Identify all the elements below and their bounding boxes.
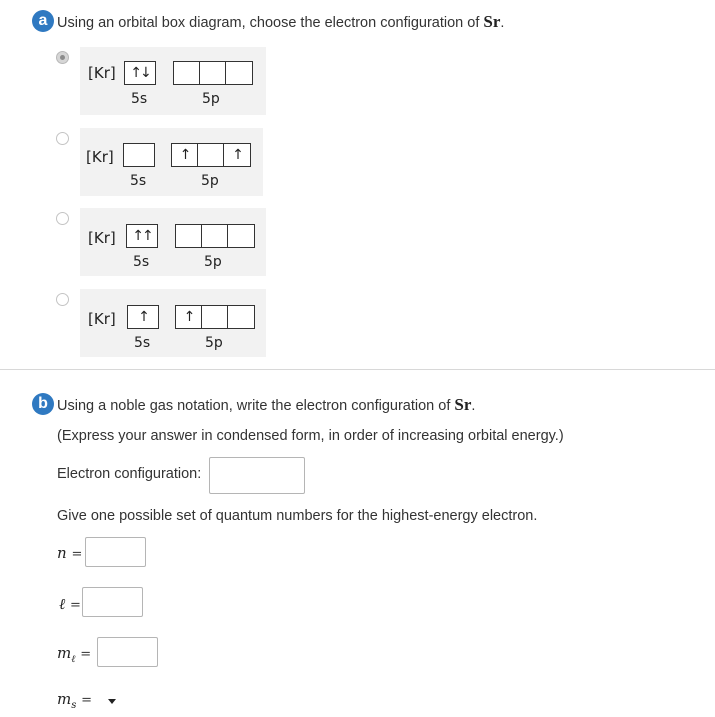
option-3-5p-box xyxy=(175,224,255,248)
ms-label xyxy=(57,690,92,711)
electron-configuration-input[interactable] xyxy=(209,457,305,494)
option-4-5s-box xyxy=(127,305,159,329)
ms-subscript: s xyxy=(71,700,77,711)
option-3-5s-box xyxy=(126,224,158,248)
part-a-element: Sr xyxy=(483,12,501,31)
orbital-cell: ↑ xyxy=(138,309,148,325)
orbital-cell xyxy=(174,62,200,84)
option-4-5p-label: 5p xyxy=(205,335,223,351)
orbital-cell xyxy=(202,225,228,247)
option-2-5s-box xyxy=(123,143,155,167)
part-b-instruction: (Express your answer in condensed form, in order of increasing orbital energy.) xyxy=(57,428,564,444)
orbital-cell xyxy=(124,144,154,166)
n-equals: = xyxy=(71,547,83,562)
option-1-core: [Kr] xyxy=(88,64,116,82)
ml-label xyxy=(57,644,91,665)
option-2-radio[interactable] xyxy=(56,132,69,145)
quantum-numbers-prompt: Give one possible set of quantum numbers for the highest-energy electron. xyxy=(57,508,538,524)
option-1-5p-label: 5p xyxy=(202,91,220,107)
n-symbol: n xyxy=(57,544,67,562)
l-equals: = xyxy=(70,598,81,613)
part-b-question-prefix: Using a noble gas notation, write the electron configuration of xyxy=(57,398,455,414)
n-label xyxy=(57,544,82,562)
electron-configuration-label: Electron configuration: xyxy=(57,466,202,482)
part-a-question-suffix: . xyxy=(500,15,505,31)
option-1-radio[interactable] xyxy=(56,51,69,64)
orbital-cell: ↑ xyxy=(232,147,242,163)
orbital-cell xyxy=(200,62,226,84)
option-3-5p-label: 5p xyxy=(204,254,222,270)
orbital-cell: ↑↓ xyxy=(130,65,150,81)
ml-subscript: ℓ xyxy=(71,654,76,665)
part-b-question-suffix: . xyxy=(471,398,476,414)
ml-equals: = xyxy=(80,647,92,662)
orbital-cell: ↑↑ xyxy=(132,228,152,244)
part-b-question xyxy=(57,395,475,415)
orbital-cell xyxy=(202,306,228,328)
n-input[interactable] xyxy=(85,537,146,567)
l-symbol: ℓ xyxy=(59,595,66,613)
option-4-5s-label: 5s xyxy=(134,335,151,351)
part-b-element: Sr xyxy=(454,395,472,414)
option-1-5s-label: 5s xyxy=(131,91,148,107)
option-4-core: [Kr] xyxy=(88,310,116,328)
orbital-cell: ↑ xyxy=(176,306,202,328)
ml-input[interactable] xyxy=(97,637,158,667)
option-2-core: [Kr] xyxy=(86,148,114,166)
orbital-cell: ↑ xyxy=(172,144,198,166)
l-label xyxy=(59,595,81,614)
ml-symbol: m xyxy=(57,644,72,662)
option-1-5p-box xyxy=(173,61,253,85)
option-3-core: [Kr] xyxy=(88,229,116,247)
option-1-5s-box xyxy=(124,61,156,85)
option-4-5p-box xyxy=(175,305,255,329)
option-3-5s-label: 5s xyxy=(133,254,150,270)
orbital-cell xyxy=(226,62,252,84)
option-2-5s-label: 5s xyxy=(130,173,147,189)
option-2-5p-label: 5p xyxy=(201,173,219,189)
orbital-cell xyxy=(198,144,224,166)
part-b-badge: b xyxy=(32,393,54,415)
ms-symbol: m xyxy=(57,690,72,708)
part-a-question-prefix: Using an orbital box diagram, choose the electron configuration of xyxy=(57,15,484,31)
option-2-5p-box xyxy=(171,143,251,167)
option-3-radio[interactable] xyxy=(56,212,69,225)
section-divider xyxy=(0,369,715,370)
part-a-badge: a xyxy=(32,10,54,32)
l-input[interactable] xyxy=(82,587,143,617)
ms-equals: = xyxy=(81,693,93,708)
part-a-question xyxy=(57,12,504,32)
ms-dropdown-icon[interactable] xyxy=(108,699,116,704)
orbital-cell xyxy=(228,225,254,247)
orbital-cell xyxy=(176,225,202,247)
option-4-radio[interactable] xyxy=(56,293,69,306)
orbital-cell xyxy=(228,306,254,328)
